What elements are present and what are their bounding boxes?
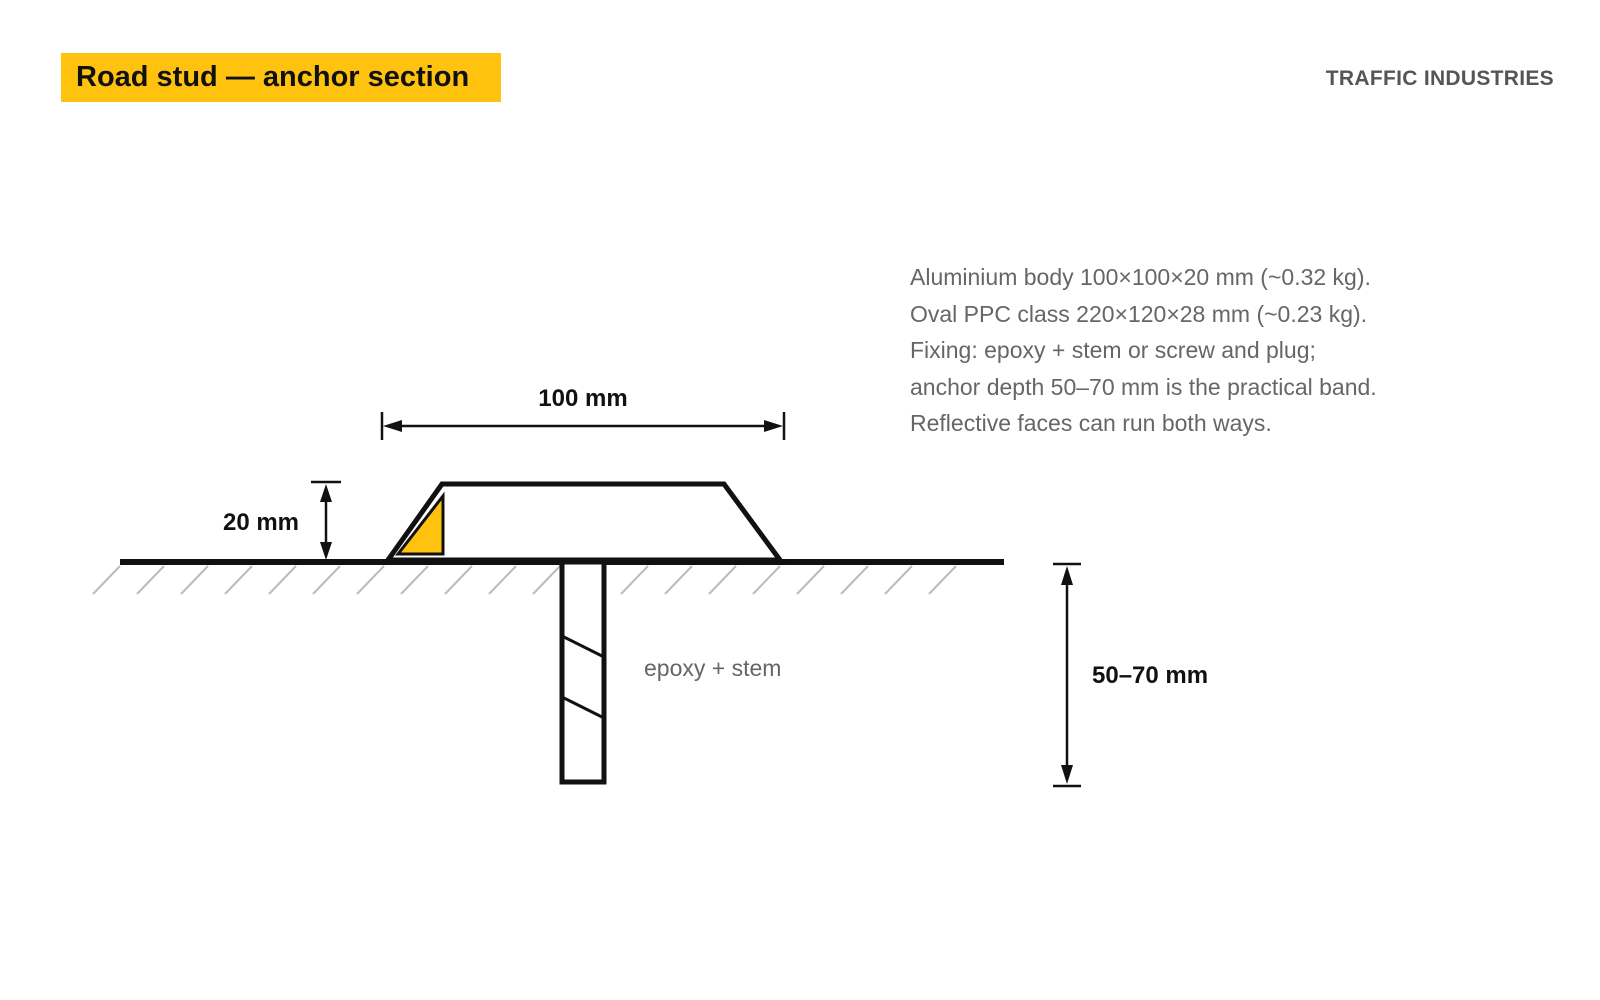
hatch-mark — [489, 566, 516, 594]
hatch-mark — [269, 566, 296, 594]
hatch-mark — [401, 566, 428, 594]
page-title: Road stud — anchor section — [76, 61, 470, 93]
reflector-face — [398, 496, 443, 554]
stud-body — [388, 484, 780, 560]
width-label: 100 mm — [538, 385, 628, 412]
note-line: Aluminium body 100×100×20 mm (~0.32 kg). — [910, 264, 1371, 290]
hatch-mark — [445, 566, 472, 594]
width-dimension — [382, 412, 784, 440]
hatch-mark — [181, 566, 208, 594]
hatch-mark — [929, 566, 956, 594]
road-hatch — [93, 566, 956, 594]
depth-label: 50–70 mm — [1092, 662, 1209, 689]
hatch-mark — [797, 566, 824, 594]
hatch-mark — [885, 566, 912, 594]
depth-dimension — [1053, 564, 1081, 786]
hatch-mark — [357, 566, 384, 594]
note-line: Reflective faces can run both ways. — [910, 410, 1272, 436]
hatch-mark — [753, 566, 780, 594]
hatch-mark — [533, 566, 560, 594]
hatch-mark — [313, 566, 340, 594]
note-line: anchor depth 50–70 mm is the practical band. — [910, 373, 1377, 400]
hatch-mark — [137, 566, 164, 594]
note-line: Fixing: epoxy + stem or screw and plug; — [910, 337, 1316, 363]
hatch-mark — [225, 566, 252, 594]
hatch-mark — [621, 566, 648, 594]
brand-label: TRAFFIC INDUSTRIES — [1325, 67, 1554, 90]
stem-callout-label: epoxy + stem — [644, 655, 782, 681]
height-label: 20 mm — [222, 509, 300, 536]
height-dimension — [311, 482, 341, 560]
hatch-mark — [665, 566, 692, 594]
hatch-mark — [93, 566, 120, 594]
hatch-mark — [841, 566, 868, 594]
note-line: Oval PPC class 220×120×28 mm (~0.23 kg). — [910, 300, 1368, 327]
hatch-mark — [709, 566, 736, 594]
anchor-stem — [562, 562, 604, 782]
